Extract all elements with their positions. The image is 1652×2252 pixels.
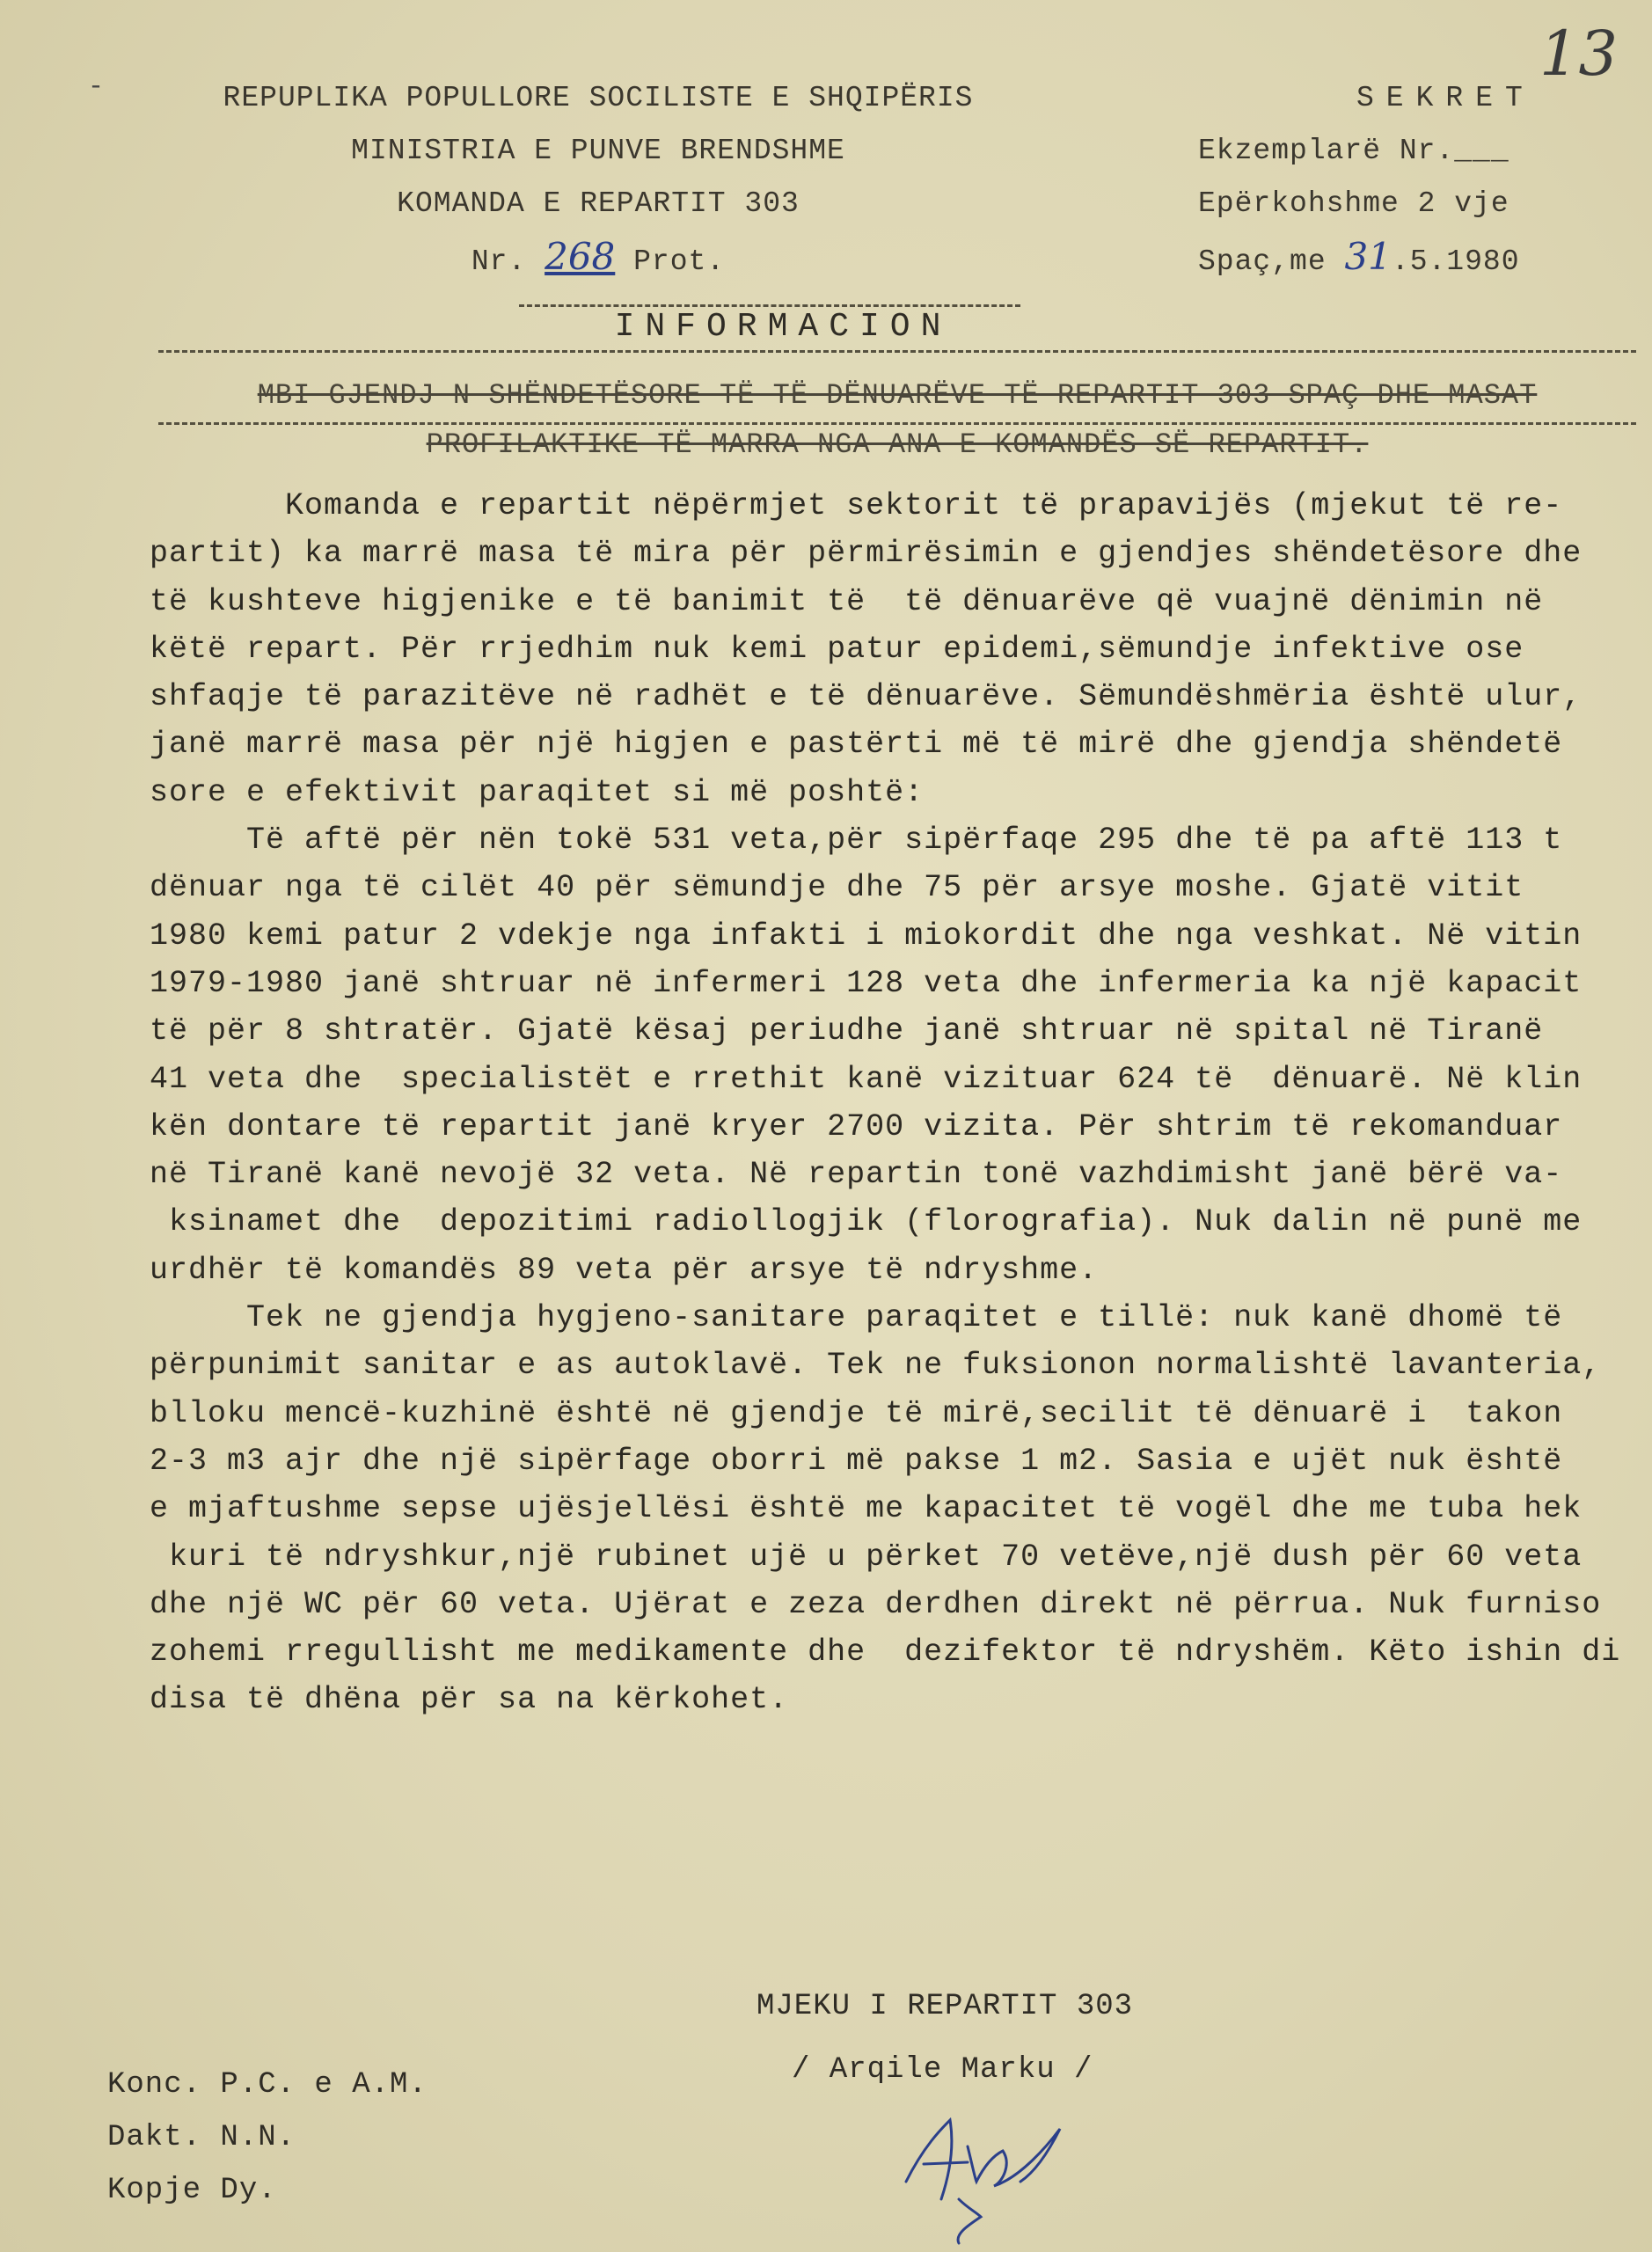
body-line: e mjaftushme sepse ujësjellësi është me kapacitet të vogël dhe me tuba hek <box>150 1491 1583 1527</box>
body-line: këtë repart. Për rrjedhim nuk kemi patur epidemi,sëmundje infektive ose <box>150 631 1524 667</box>
body-line: dënuar nga të cilët 40 për sëmundje dhe 75 për arsye moshe. Gjatë vitit <box>150 870 1524 906</box>
header-ministry: MINISTRIA E PUNVE BRENDSHME <box>351 135 845 167</box>
place-date-line: Spaç,me 31.5.1980 <box>1198 235 1520 278</box>
body-line: urdhër të komandës 89 veta për arsye të ndryshme. <box>150 1252 1099 1288</box>
body-line: shfaqje të parazitëve në radhët e të dënuarëve. Sëmundëshmëria është ulur, <box>150 679 1583 715</box>
body-line: të për 8 shtratër. Gjatë kësaj periudhe janë shtruar në spital në Tiranë <box>150 1013 1544 1049</box>
protocol-number: Nr. 268 Prot. <box>471 235 726 278</box>
signature-name: / Arqile Marku / <box>792 2053 1093 2087</box>
body-line: disa të dhëna për sa na kërkohet. <box>150 1682 789 1718</box>
body-text <box>150 482 1652 1724</box>
header-republic: REPUPLIKA POPULLORE SOCILISTE E SHQIPËRIS <box>223 82 974 114</box>
margin-mark: - <box>88 72 105 102</box>
page-corner-number: 13 <box>1539 18 1619 90</box>
document-title: INFORMACION <box>614 308 952 346</box>
term-line: Epërkohshme 2 vje <box>1198 187 1509 220</box>
handwritten-signature <box>871 2094 1100 2252</box>
distribution-line-1: Konc. P.C. e A.M. <box>107 2068 428 2102</box>
header-right <box>1198 72 1652 289</box>
body-line: 1980 kemi patur 2 vdekje nga infakti i miokordit dhe nga veshkat. Në vitin <box>150 918 1583 954</box>
copy-number-line: Ekzemplarë Nr.___ <box>1198 135 1509 167</box>
body-line: 2-3 m3 ajr dhe një sipërfage oborri më pakse 1 m2. Sasia e ujët nuk është <box>150 1443 1563 1479</box>
header-left <box>167 72 1029 289</box>
body-line: Tek ne gjendja hygjeno-sanitare paraqitet e tillë: nuk kanë dhomë të <box>150 1300 1563 1336</box>
title-bottom-dashes <box>158 350 1636 356</box>
body-line: ksinamet dhe depozitimi radiollogjik (florografia). Nuk dalin në punë me <box>150 1204 1583 1240</box>
body-line: në Tiranë kanë nevojë 32 veta. Në repartin tonë vazhdimisht janë bërë va- <box>150 1157 1563 1193</box>
body-line: përpunimit sanitar e as autoklavë. Tek ne fuksionon normalishtë lavanteria, <box>150 1348 1602 1384</box>
subtitle-mid-rule <box>158 422 1636 428</box>
body-line: 1979-1980 janë shtruar në infermeri 128 veta dhe infermeria ka një kapacit <box>150 965 1583 1001</box>
body-line: kën dontare të repartit janë kryer 2700 vizita. Për shtrim të rekomanduar <box>150 1108 1563 1144</box>
distribution-line-2: Dakt. N.N. <box>107 2121 296 2154</box>
document-subtitle: MBI GJENDJ N SHËNDETËSORE TË TË DËNUARËVE TË REPARTIT 303 SPAÇ DHE MASAT PROFILAKTIKE TË MARRA NGA ANA E KOMANDËS SË REPARTIT. <box>257 379 1538 461</box>
body-line: 41 veta dhe specialistët e rrethit kanë vizituar 624 të dënuarë. Në klin <box>150 1061 1583 1097</box>
body-line: të kushteve higjenike e të banimit të të dënuarëve që vuajnë dënimin në <box>150 583 1544 619</box>
distribution-line-3: Kopje Dy. <box>107 2174 277 2207</box>
body-line: zohemi rregullisht me medikamente dhe dezifektor të ndryshëm. Këto ishin di <box>150 1634 1621 1671</box>
secret-label: SEKRET <box>1356 82 1535 114</box>
signature-title: MJEKU I REPARTIT 303 <box>757 1990 1134 2023</box>
distribution-list <box>107 2058 428 2217</box>
body-line: Komanda e repartit nëpërmjet sektorit të prapavijës (mjekut të re- <box>150 488 1563 523</box>
date-handwritten: 31 <box>1344 235 1392 278</box>
body-line: janë marrë masa për një higjen e pastërti më të mirë dhe gjendja shëndetë <box>150 727 1563 763</box>
body-line: sore e efektivit paraqitet si më poshtë: <box>150 774 925 810</box>
body-line: blloku mencë-kuzhinë është në gjendje të mirë,secilit të dënuarë i takon <box>150 1395 1563 1431</box>
header-command: KOMANDA E REPARTIT 303 <box>397 187 800 220</box>
protocol-number-handwritten: 268 <box>545 235 616 278</box>
body-line: partit) ka marrë masa të mira për përmirësimin e gjendjes shëndetësore dhe <box>150 536 1583 572</box>
body-line: Të aftë për nën tokë 531 veta,për sipërfaqe 295 dhe të pa aftë 113 t <box>150 823 1563 859</box>
body-line: kuri të ndryshkur,një rubinet ujë u përket 70 vetëve,një dush për 60 veta <box>150 1539 1583 1575</box>
body-line: dhe një WC për 60 veta. Ujërat e zeza derdhen direkt në përrua. Nuk furniso <box>150 1586 1602 1622</box>
